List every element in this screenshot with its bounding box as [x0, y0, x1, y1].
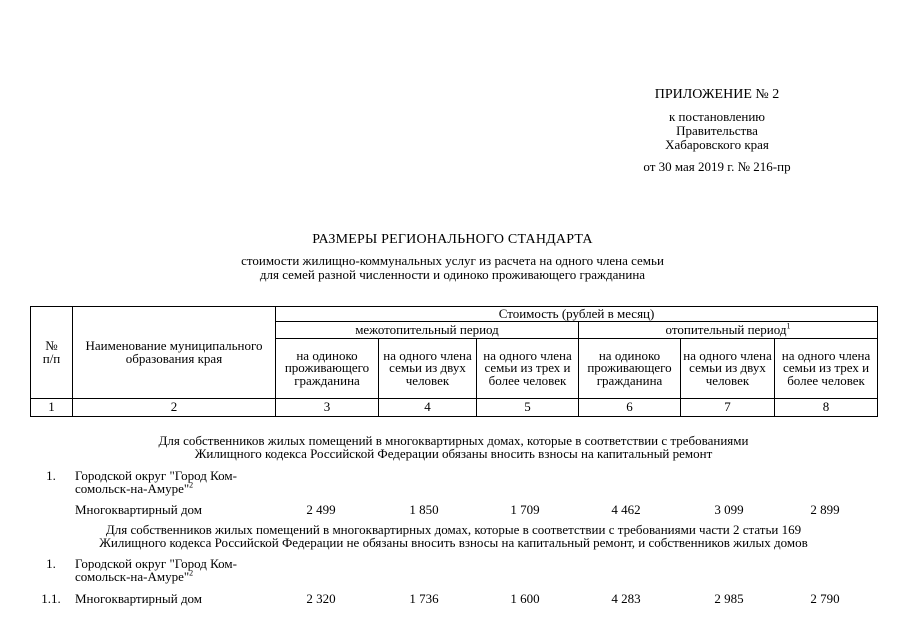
- header-period-heating-label: отопительный период: [665, 321, 787, 337]
- section-2-item-name-line-2: сомольск-на-Амуре": [75, 569, 190, 584]
- standards-table: [30, 306, 878, 417]
- subheader-4: на одиноко проживающего гражданина: [579, 339, 681, 399]
- appendix-line-2: Правительства: [676, 123, 758, 138]
- header-period-heating: [579, 322, 878, 339]
- section-1-item-name-line-2: сомольск-на-Амуре": [75, 481, 190, 496]
- document-subtitle: [0, 254, 905, 282]
- appendix-date: от 30 мая 2019 г. № 216-пр: [643, 159, 791, 174]
- section-1-item-name-line-1: Городской округ "Город Ком-: [75, 468, 237, 483]
- section-2-heading-line-2: Жилищного кодекса Российской Федерации не обязаны вносить взносы на капитальный ремонт, и собственников жилых домов: [99, 535, 808, 550]
- section-1-value-2: 1 850: [409, 502, 439, 517]
- header-number-line-1: №: [45, 338, 58, 353]
- section-2-item-number: 1.: [46, 556, 56, 571]
- section-1-heading-line-2: Жилищного кодекса Российской Федерации обязаны вносить взносы на капитальный ремонт: [194, 446, 713, 461]
- footnote-marker-3: 2: [189, 568, 194, 578]
- subheader-6: на одного члена семьи из трех и более человек: [775, 339, 878, 399]
- section-2-value-1: 2 320: [306, 591, 336, 606]
- document-title: РАЗМЕРЫ РЕГИОНАЛЬНОГО СТАНДАРТА: [312, 232, 593, 247]
- subheader-5: на одного члена семьи из двух человек: [681, 339, 775, 399]
- header-number: [31, 307, 73, 399]
- section-2-value-4: 4 283: [611, 591, 641, 606]
- section-2-value-6: 2 790: [810, 591, 840, 606]
- footnote-marker-1: 1: [786, 321, 791, 331]
- appendix-line-1: к постановлению: [668, 109, 766, 124]
- header-name: Наименование муниципального образования края: [73, 307, 276, 399]
- column-number-6: 6: [579, 399, 681, 417]
- subheader-3: на одного члена семьи из трех и более человек: [477, 339, 579, 399]
- section-2-heading: [30, 523, 877, 549]
- column-number-8: 8: [775, 399, 878, 417]
- section-1-item-name: [75, 469, 275, 495]
- section-2-heading-line-1: Для собственников жилых помещений в многоквартирных домах, которые в соответствии с требованиями части 2 статьи 169: [105, 522, 802, 537]
- appendix-block: [617, 88, 817, 174]
- section-2-value-3: 1 600: [510, 591, 540, 606]
- document-subtitle-line-2: для семей разной численности и одиноко проживающего гражданина: [259, 267, 646, 282]
- document-subtitle-line-1: стоимости жилищно-коммунальных услуг из расчета на одного члена семьи: [241, 253, 664, 268]
- section-2-value-5: 2 985: [714, 591, 744, 606]
- appendix-title: ПРИЛОЖЕНИЕ № 2: [654, 87, 780, 102]
- column-number-4: 4: [379, 399, 477, 417]
- section-1-value-1: 2 499: [306, 502, 336, 517]
- column-number-1: 1: [31, 399, 73, 417]
- section-2-item-name: [75, 557, 275, 583]
- section-1-item-number: 1.: [46, 468, 56, 483]
- section-1-value-5: 3 099: [714, 502, 744, 517]
- header-number-line-2: п/п: [42, 350, 61, 366]
- section-2-value-2: 1 736: [409, 591, 439, 606]
- appendix-line-3: Хабаровского края: [665, 137, 769, 152]
- header-cost: Стоимость (рублей в месяц): [276, 307, 878, 322]
- header-period-non-heating: межотопительный период: [276, 322, 579, 339]
- column-number-7: 7: [681, 399, 775, 417]
- section-1-value-4: 4 462: [611, 502, 641, 517]
- subheader-1: на одиноко проживающего гражданина: [276, 339, 379, 399]
- section-2-row-number: 1.1.: [41, 591, 61, 606]
- column-number-2: 2: [73, 399, 276, 417]
- section-1-heading-line-1: Для собственников жилых помещений в многоквартирных домах, которые в соответствии с требованиями: [158, 433, 749, 448]
- section-1-value-6: 2 899: [810, 502, 840, 517]
- section-1-row-name: Многоквартирный дом: [75, 502, 203, 517]
- section-1-heading: [30, 434, 877, 460]
- column-number-3: 3: [276, 399, 379, 417]
- subheader-2: на одного члена семьи из двух человек: [379, 339, 477, 399]
- section-1-value-3: 1 709: [510, 502, 540, 517]
- section-2-item-name-line-1: Городской округ "Город Ком-: [75, 556, 237, 571]
- footnote-marker-2: 2: [189, 480, 194, 490]
- section-2-row-name: Многоквартирный дом: [75, 591, 203, 606]
- column-number-5: 5: [477, 399, 579, 417]
